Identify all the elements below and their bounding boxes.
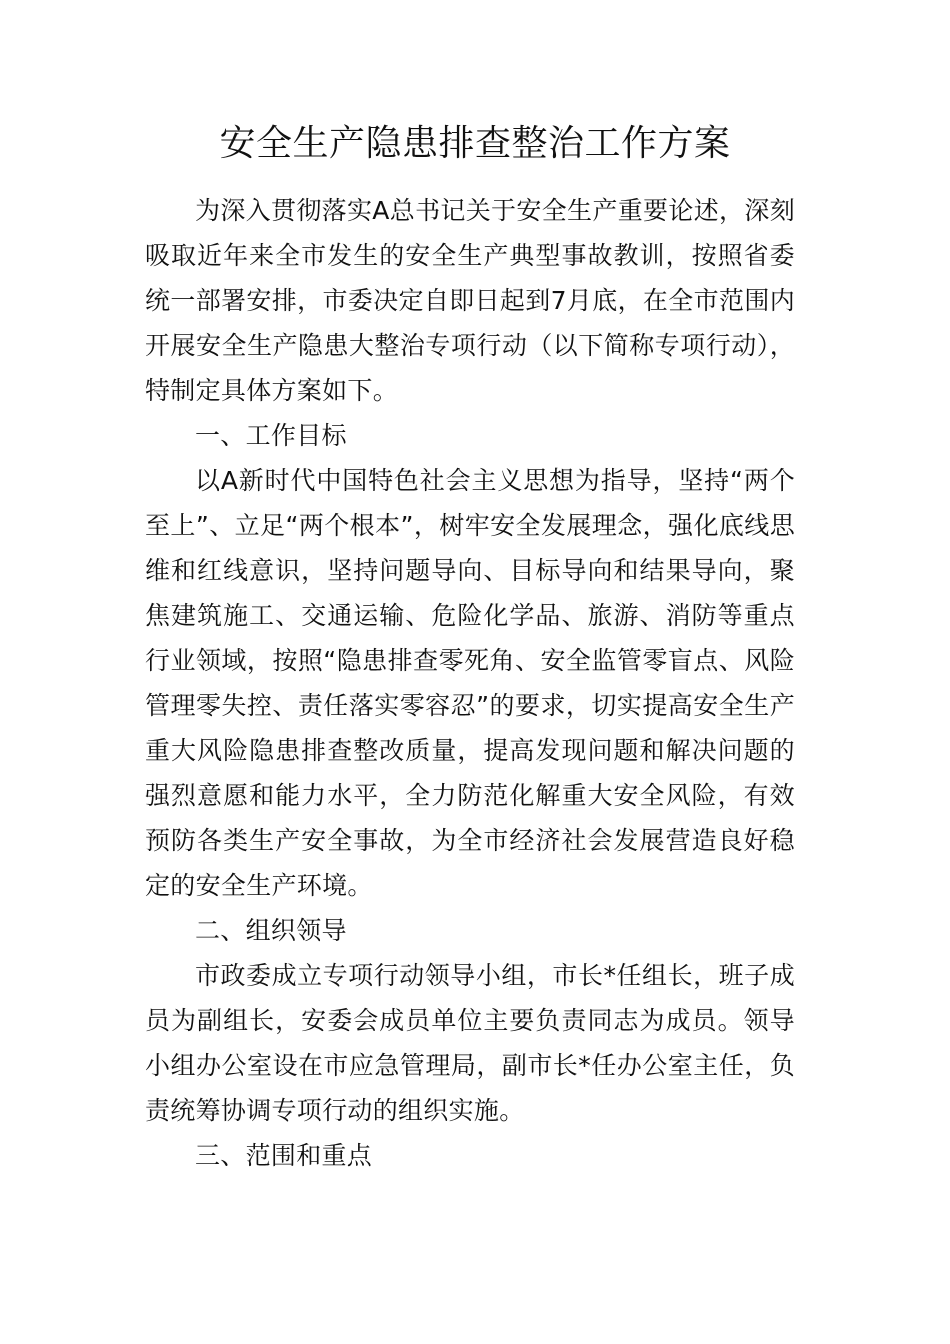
section-paragraph-goals: 以A新时代中国特色社会主义思想为指导，坚持“两个至上”、立足“两个根本”，树牢安全发展理念，强化底线思维和红线意识，坚持问题导向、目标导向和结果导向，聚焦建筑施工、交通运输、危险化学品、旅游、消防等重点行业领域，按照“隐患排查零死角、安全监管零盲点、风险管理零失控、责任落实零容忍”的要求，切实提高安全生产重大风险隐患排查整改质量，提高发现问题和解决问题的强烈意愿和能力水平，全力防范化解重大安全风险，有效预防各类生产安全事故，为全市经济社会发展营造良好稳定的安全生产环境。	[145, 466, 795, 900]
intro-paragraph: 为深入贯彻落实A总书记关于安全生产重要论述，深刻吸取近年来全市发生的安全生产典型事故教训，按照省委统一部署安排，市委决定自即日起到7月底，在全市范围内开展安全生产隐患大整治专项行动（以下简称专项行动），特制定具体方案如下。	[145, 196, 795, 405]
section-paragraph-organization: 市政委成立专项行动领导小组，市长*任组长，班子成员为副组长，安委会成员单位主要负责同志为成员。领导小组办公室设在市应急管理局，副市长*任办公室主任，负责统筹协调专项行动的组织实施。	[145, 961, 795, 1125]
document-title: 安全生产隐患排查整治工作方案	[219, 123, 731, 164]
section-heading-scope: 三、范围和重点	[195, 1141, 373, 1170]
section-heading-goals: 一、工作目标	[195, 421, 347, 450]
document-body	[145, 188, 795, 1178]
section-heading-organization: 二、组织领导	[195, 916, 347, 945]
